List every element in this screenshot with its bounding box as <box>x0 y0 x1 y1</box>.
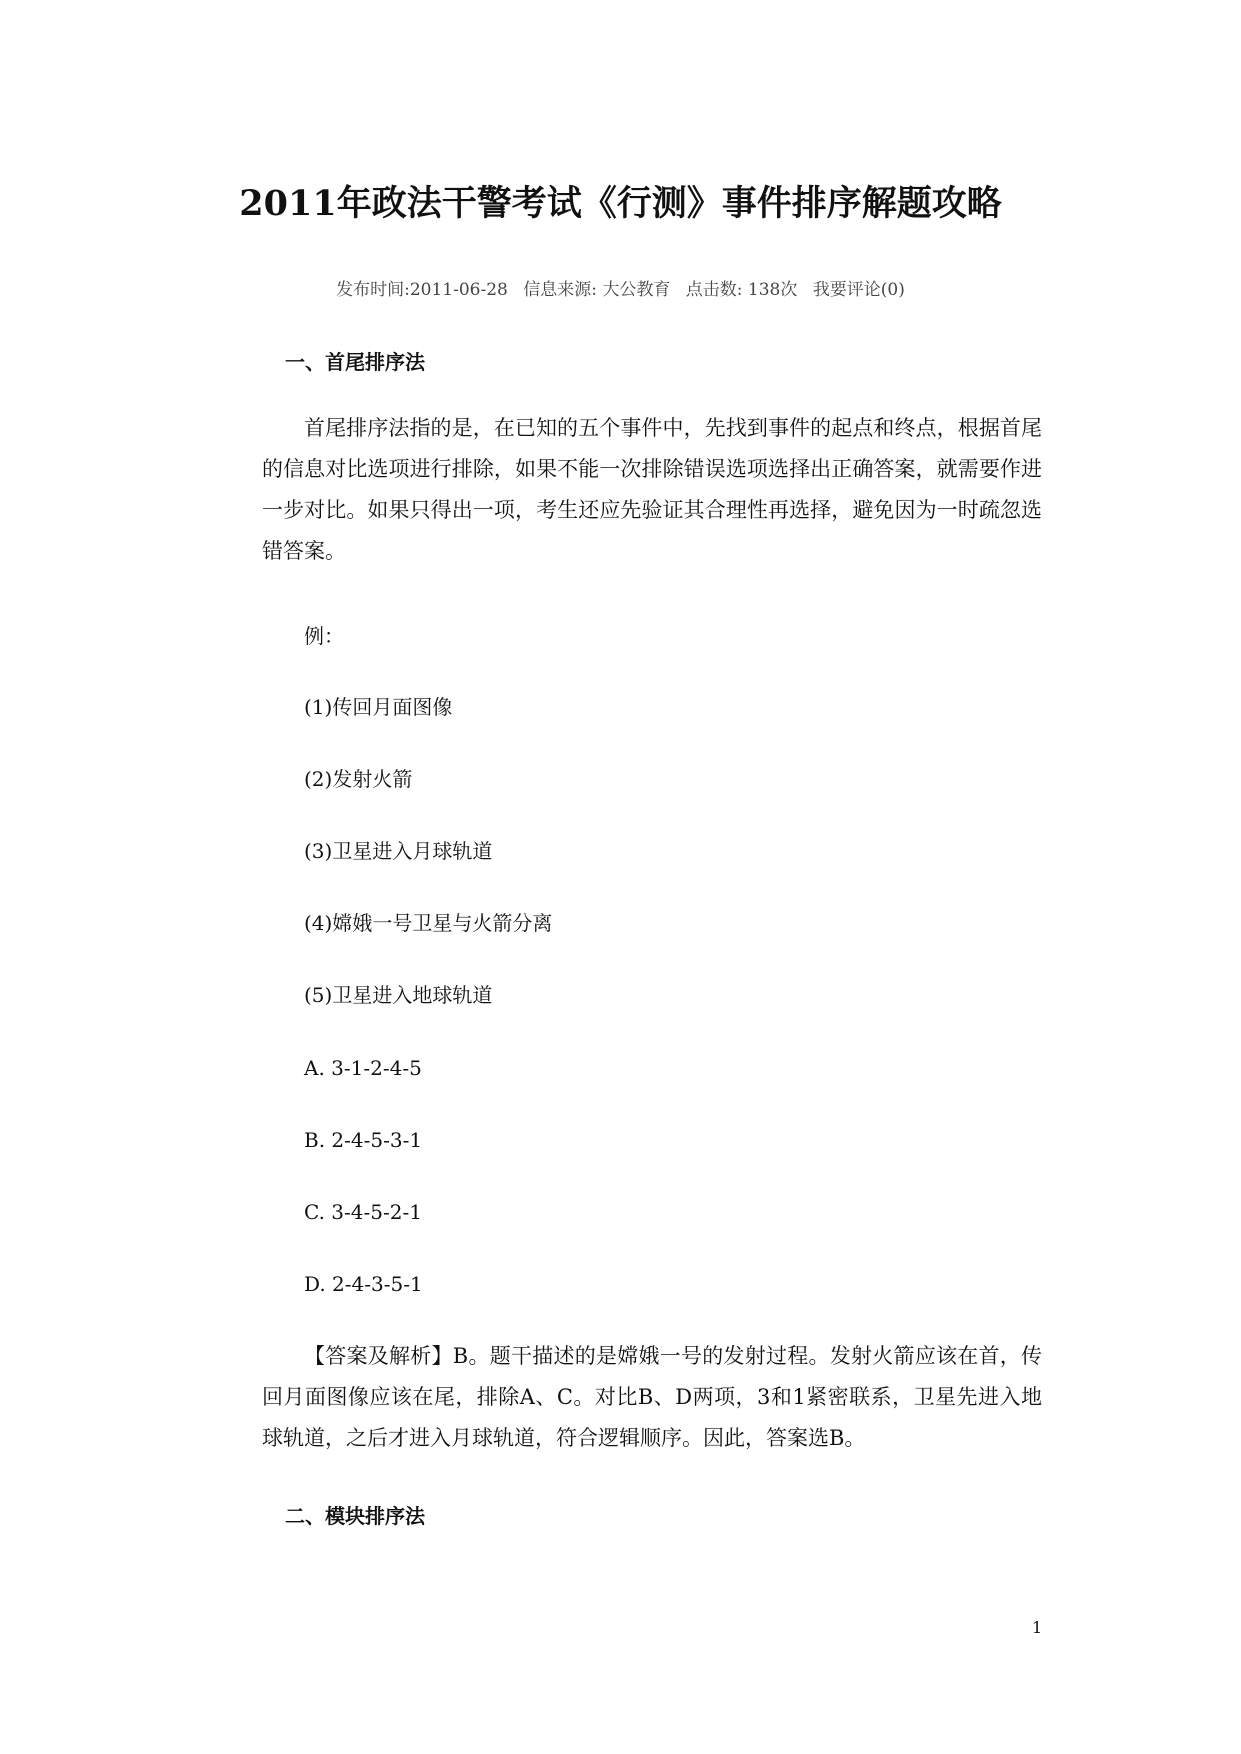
section-heading-1: 一、首尾排序法 <box>285 350 425 374</box>
intro-paragraph: 首尾排序法指的是，在已知的五个事件中，先找到事件的起点和终点，根据首尾的信息对比选项进行排除，如果不能一次排除错误选项选择出正确答案，就需要作进一步对比。如果只得出一项，考生还应先验证其合理性再选择，避免因为一时疏忽选错答案。 <box>262 416 1042 563</box>
option-item: B. 2-4-5-3-1 <box>304 1128 423 1152</box>
option-item: C. 3-4-5-2-1 <box>304 1200 422 1224</box>
page-number: 1 <box>1032 1618 1043 1637</box>
example-label: 例： <box>304 624 344 648</box>
event-item: (4)嫦娥一号卫星与火箭分离 <box>304 911 553 935</box>
publish-time: 发布时间:2011-06-28 <box>336 280 508 300</box>
comment-link[interactable]: 我要评论(0) <box>812 280 905 300</box>
article-meta <box>0 275 1241 300</box>
section-heading-2: 二、模块排序法 <box>285 1504 425 1528</box>
page-title: 2011年政法干警考试《行测》事件排序解题攻略 <box>239 183 1002 224</box>
option-item: A. 3-1-2-4-5 <box>304 1056 422 1080</box>
event-item: (1)传回月面图像 <box>304 695 453 719</box>
event-item: (3)卫星进入月球轨道 <box>304 839 493 863</box>
event-item: (5)卫星进入地球轨道 <box>304 983 493 1007</box>
event-item: (2)发射火箭 <box>304 767 413 791</box>
info-source: 信息来源: 大公教育 <box>523 280 671 300</box>
click-count: 点击数: 138次 <box>685 280 798 300</box>
answer-paragraph: 【答案及解析】B。题干描述的是嫦娥一号的发射过程。发射火箭应该在首，传回月面图像应该在尾，排除A、C。对比B、D两项，3和1紧密联系，卫星先进入地球轨道，之后才进入月球轨道，符合逻辑顺序。因此，答案选B。 <box>262 1344 1042 1450</box>
option-item: D. 2-4-3-5-1 <box>304 1272 423 1296</box>
